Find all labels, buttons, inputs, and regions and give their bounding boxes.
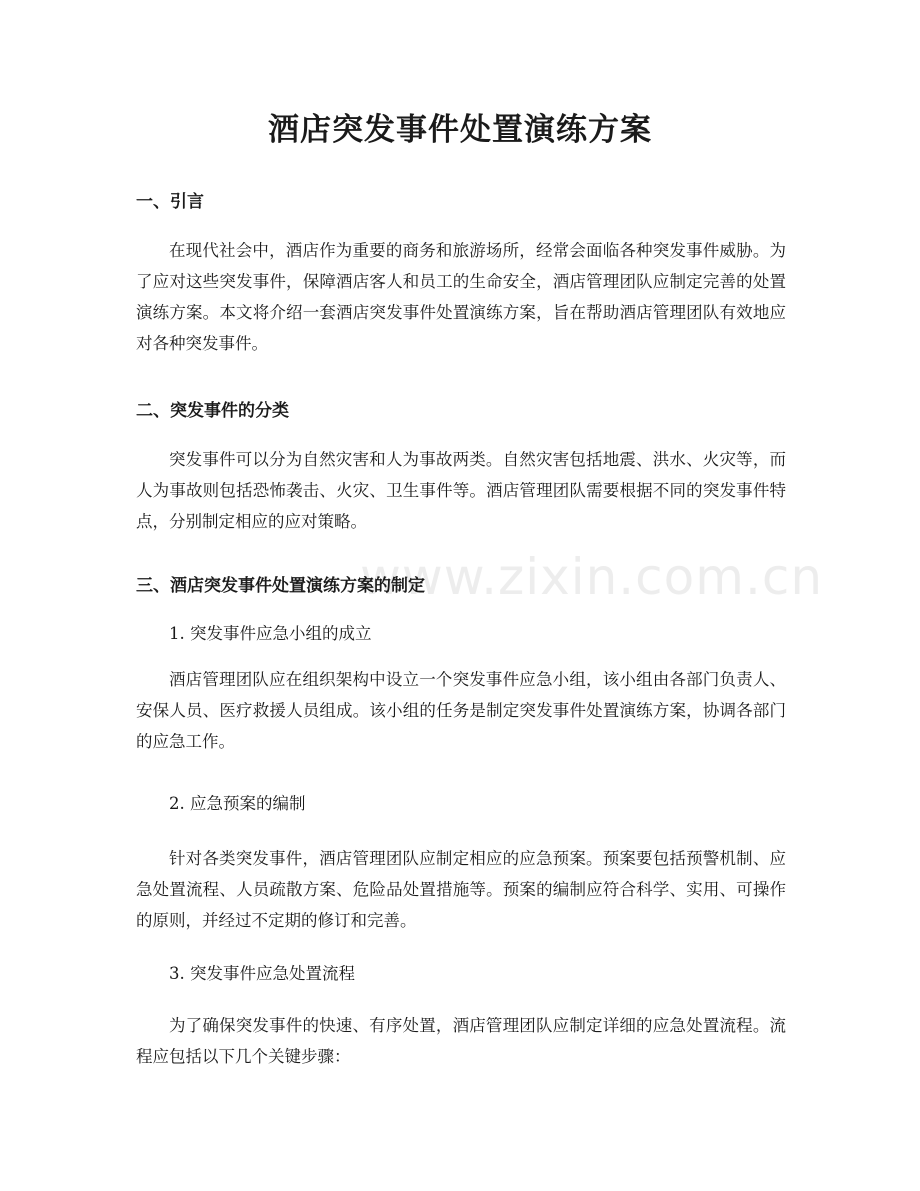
section-heading-classification: 二、突发事件的分类 xyxy=(136,401,289,421)
subsection-paragraph-team: 酒店管理团队应在组织架构中设立一个突发事件应急小组，该小组由各部门负责人、安保人员、医疗救援人员组成。该小组的任务是制定突发事件处置演练方案，协调各部门的应急工作。 xyxy=(136,670,786,751)
section-paragraph-classification: 突发事件可以分为自然灾害和人为事故两类。自然灾害包括地震、洪水、火灾等，而人为事故则包括恐怖袭击、火灾、卫生事件等。酒店管理团队需要根据不同的突发事件特点，分别制定相应的应对策略。 xyxy=(136,450,786,531)
subsection-title-process: 3. 突发事件应急处置流程 xyxy=(169,964,355,983)
watermark: www.zixin.com.cn xyxy=(360,548,824,606)
section-heading-intro: 一、引言 xyxy=(136,192,204,212)
document-title: 酒店突发事件处置演练方案 xyxy=(268,112,652,148)
section-heading-plan: 三、酒店突发事件处置演练方案的制定 xyxy=(136,576,425,596)
subsection-title-plan: 2. 应急预案的编制 xyxy=(169,794,306,813)
subsection-paragraph-process: 为了确保突发事件的快速、有序处置，酒店管理团队应制定详细的应急处置流程。流程应包括以下几个关键步骤： xyxy=(136,1016,786,1066)
subsection-title-team: 1. 突发事件应急小组的成立 xyxy=(169,624,372,643)
section-paragraph-intro: 在现代社会中，酒店作为重要的商务和旅游场所，经常会面临各种突发事件威胁。为了应对这些突发事件，保障酒店客人和员工的生命安全，酒店管理团队应制定完善的处置演练方案。本文将介绍一套酒店突发事件处置演练方案，旨在帮助酒店管理团队有效地应对各种突发事件。 xyxy=(136,241,786,353)
subsection-paragraph-plan: 针对各类突发事件，酒店管理团队应制定相应的应急预案。预案要包括预警机制、应急处置流程、人员疏散方案、危险品处置措施等。预案的编制应符合科学、实用、可操作的原则，并经过不定期的修订和完善。 xyxy=(136,849,786,930)
